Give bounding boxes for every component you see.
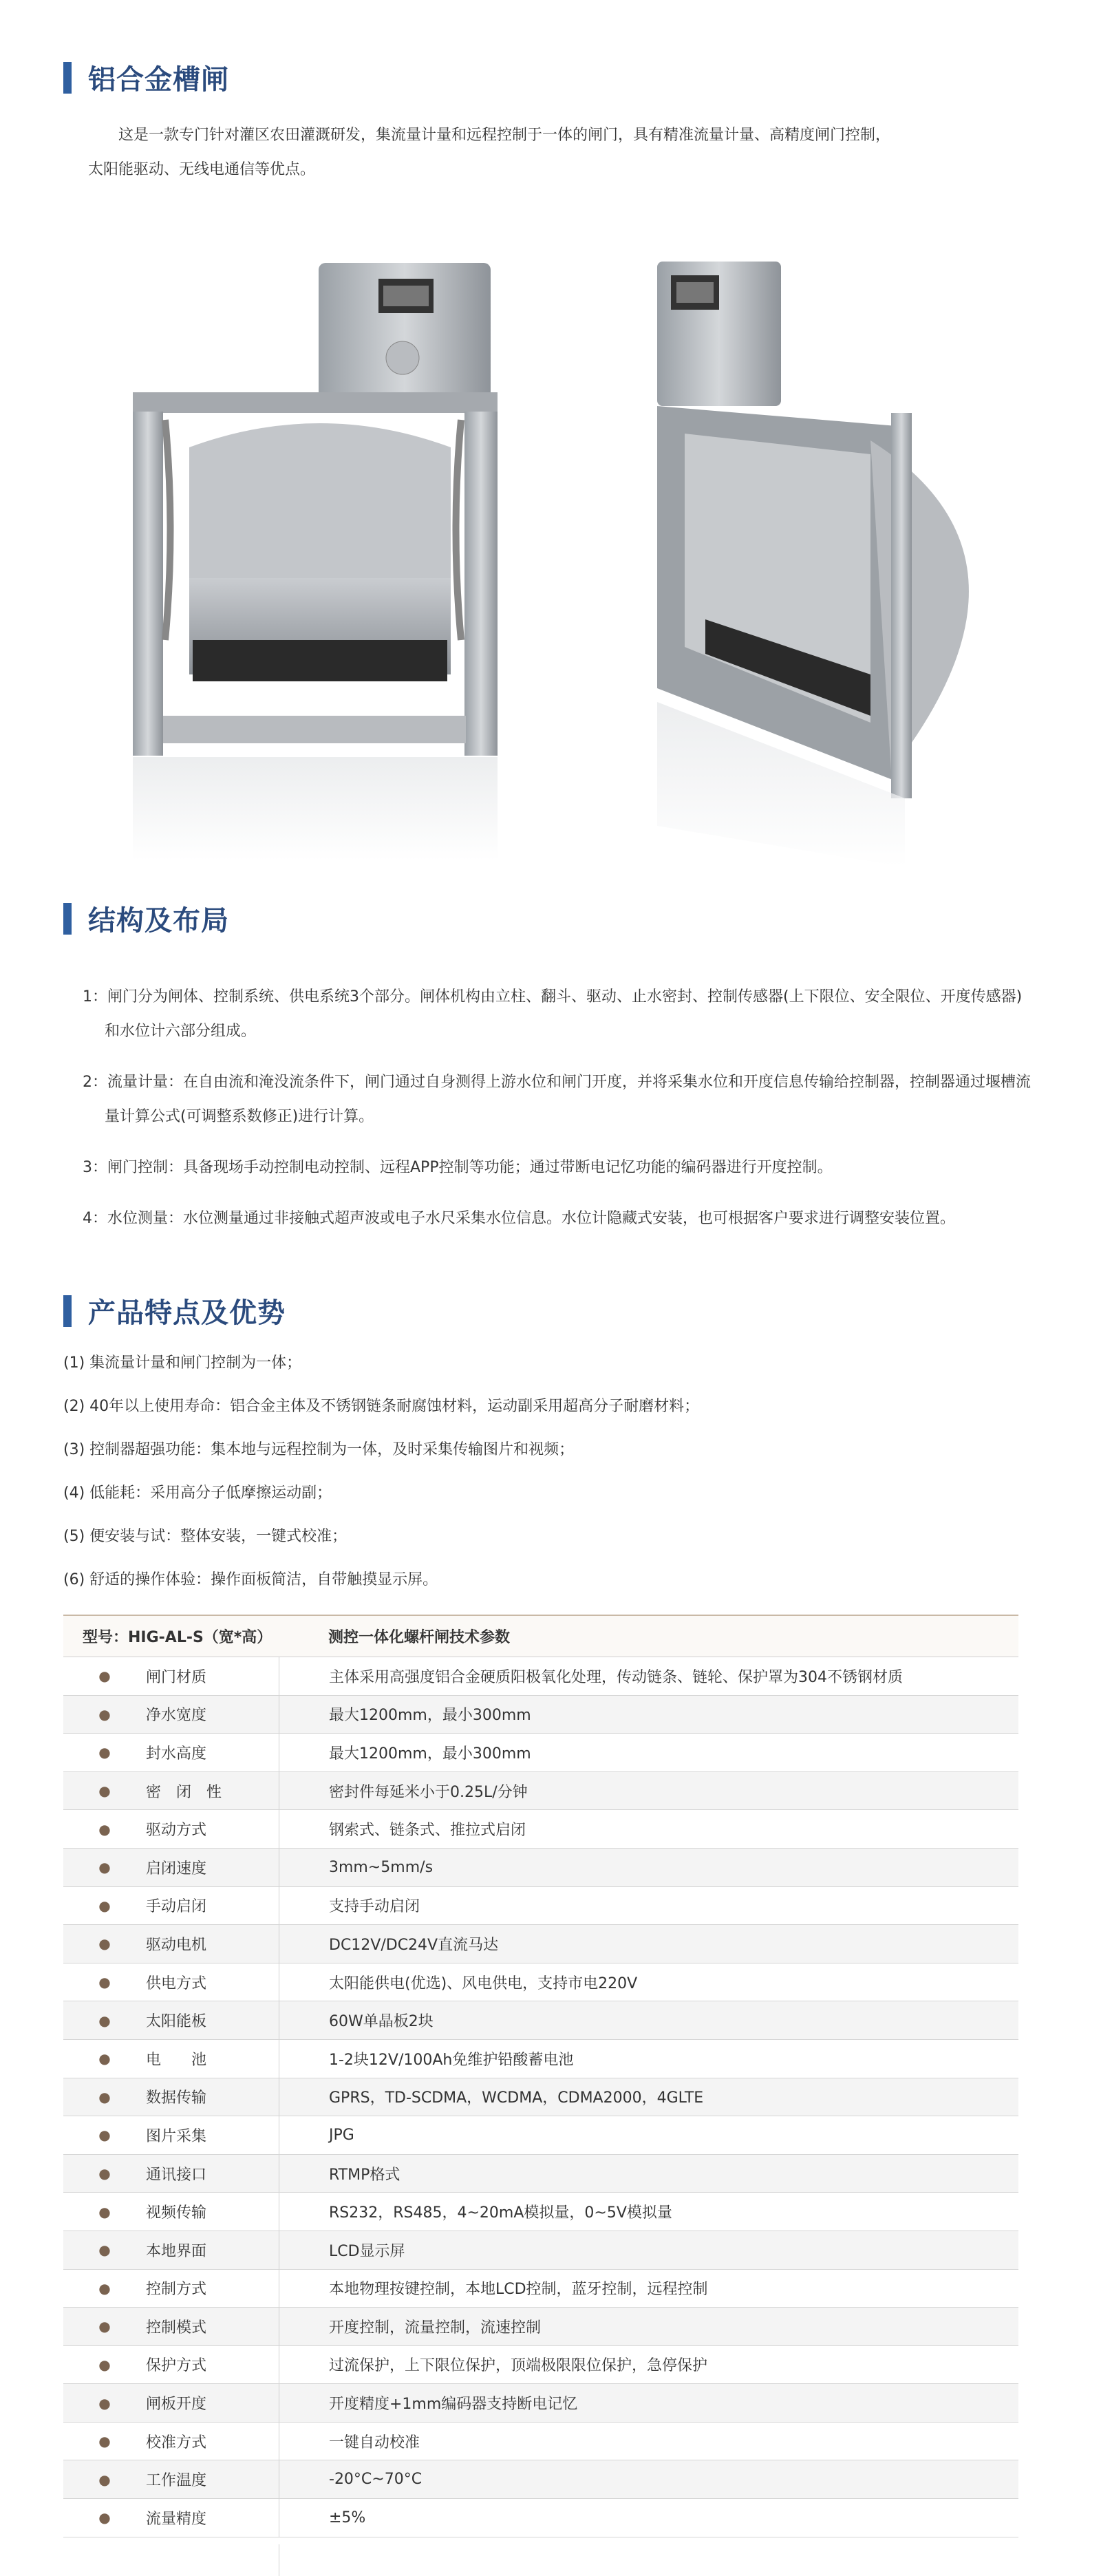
spec-row: [63, 1657, 1018, 1696]
spec-value: 本地物理按键控制，本地LCD控制，蓝牙控制，远程控制: [279, 2270, 708, 2308]
spec-value: 支持手动启闭: [279, 1887, 420, 1925]
spec-value: 主体采用高强度铝合金硬质阳极氧化处理，传动链条、链轮、保护罩为304不锈钢材质: [279, 1657, 903, 1695]
spec-label: 数据传输: [146, 2089, 207, 2107]
spec-row: [63, 2001, 1018, 2040]
spec-label: 图片采集: [146, 2127, 207, 2145]
spec-row: [63, 2155, 1018, 2193]
spec-value: -20°C~70°C: [279, 2460, 422, 2498]
feature-item: (3) 控制器超强功能：集本地与远程控制为一体，及时采集传输图片和视频；: [63, 1441, 575, 1458]
spec-value: 1-2块12V/100Ah免维护铅酸蓄电池: [279, 2040, 573, 2078]
spec-table-body: [63, 1657, 1018, 2537]
spec-value: 密封件每延米小于0.25L/分钟: [279, 1772, 528, 1810]
spec-label: 控制方式: [146, 2281, 207, 2299]
spec-row: [63, 1925, 1018, 1963]
feature-item: (6) 舒适的操作体验：操作面板简洁，自带触摸显示屏。: [63, 1571, 438, 1588]
feature-item: (5) 便安装与试：整体安装，一键式校准；: [63, 1528, 348, 1545]
bullet-icon: ●: [98, 2279, 111, 2297]
spec-label: 电 池: [146, 2051, 207, 2069]
spec-value: DC12V/DC24V直流马达: [279, 1925, 498, 1963]
spec-label: 密 闭 性: [146, 1783, 222, 1801]
spec-row: [63, 2078, 1018, 2117]
bullet-icon: ●: [98, 2242, 111, 2259]
spec-value: RTMP格式: [279, 2155, 400, 2193]
spec-value: LCD显示屏: [279, 2231, 405, 2269]
spec-row: [63, 2040, 1018, 2078]
gate-front-image: [127, 255, 513, 874]
spec-value: 开度精度+1mm编码器支持断电记忆: [279, 2384, 577, 2422]
spec-row: [63, 1963, 1018, 2002]
spec-label: 校准方式: [146, 2434, 207, 2451]
spec-value: 最大1200mm，最小300mm: [279, 1734, 531, 1771]
spec-row: [63, 2499, 1018, 2537]
bullet-icon: ●: [98, 2203, 111, 2220]
spec-label: 本地界面: [146, 2242, 207, 2260]
bullet-icon: ●: [98, 2394, 111, 2412]
spec-value: JPG: [279, 2116, 354, 2154]
spec-row: [63, 1772, 1018, 1811]
spec-label: 保护方式: [146, 2357, 207, 2375]
spec-value: 3mm~5mm/s: [279, 1849, 433, 1886]
spec-value: 60W单晶板2块: [279, 2001, 434, 2039]
section-title-text: 产品特点及优势: [88, 1297, 286, 1329]
spec-value: 过流保护，上下限位保护，顶端极限限位保护，急停保护: [279, 2346, 707, 2384]
bullet-icon: ●: [98, 1668, 111, 1685]
spec-row: [63, 1849, 1018, 1887]
spec-row: [63, 2270, 1018, 2308]
title-accent-bar: [63, 903, 72, 935]
bullet-icon: ●: [98, 1935, 111, 1952]
bullet-icon: ●: [98, 1897, 111, 1914]
section-title-text: 铝合金槽闸: [88, 64, 229, 96]
spec-label: 驱动方式: [146, 1822, 207, 1840]
spec-label: 手动启闭: [146, 1898, 207, 1916]
spec-value: GPRS，TD-SCDMA，WCDMA，CDMA2000，4GLTE: [279, 2078, 703, 2116]
section-title-structure: [63, 899, 229, 938]
features-list: [63, 1353, 1027, 1613]
spec-table-header: [63, 1615, 1018, 1657]
spec-label: 控制模式: [146, 2319, 207, 2337]
spec-label: 供电方式: [146, 1974, 207, 1992]
spec-row: [63, 2346, 1018, 2385]
spec-label: 启闭速度: [146, 1860, 207, 1877]
section-title-features: [63, 1291, 286, 1330]
structure-item: 4：水位测量：水位测量通过非接触式超声波或电子水尺采集水位信息。水位计隐藏式安装，也可根据客户要求进行调整安装位置。: [83, 1210, 956, 1227]
bullet-icon: ●: [98, 2012, 111, 2029]
bullet-icon: ●: [98, 2356, 111, 2373]
header-model: 型号：HIG-AL-S（宽*高）: [83, 1629, 272, 1646]
intro-paragraph: [88, 118, 1051, 187]
bullet-icon: ●: [98, 2088, 111, 2105]
spec-label: 太阳能板: [146, 2013, 207, 2031]
section-title-alloy-gate: [63, 58, 229, 97]
spec-value: 一键自动校准: [279, 2423, 420, 2460]
feature-item: (4) 低能耗：采用高分子低摩擦运动副；: [63, 1484, 332, 1502]
intro-line-1: 这是一款专门针对灌区农田灌溉研发，集流量计量和远程控制于一体的闸门，具有精准流量计量、高精度闸门控制，: [118, 127, 891, 144]
bullet-icon: ●: [98, 1744, 111, 1761]
spec-row: [63, 1810, 1018, 1849]
bullet-icon: ●: [98, 2509, 111, 2526]
bullet-icon: ●: [98, 2127, 111, 2144]
spec-label: 净水宽度: [146, 1707, 207, 1725]
spec-label: 闸门材质: [146, 1668, 207, 1686]
bullet-icon: ●: [98, 2471, 111, 2488]
bullet-icon: ●: [98, 1782, 111, 1800]
structure-item: 1：闸门分为闸体、控制系统、供电系统3个部分。闸体机构由立柱、翻斗、驱动、止水密封、控制传感器(上下限位、安全限位、开度传感器)和水位计六部分组成。: [83, 988, 1023, 1040]
title-accent-bar: [63, 1295, 72, 1327]
feature-item: (2) 40年以上使用寿命：铝合金主体及不锈钢链条耐腐蚀材料，运动副采用超高分子耐磨材料；: [63, 1398, 700, 1415]
spec-row: [63, 2384, 1018, 2423]
feature-item: (1) 集流量计量和闸门控制为一体；: [63, 1354, 302, 1372]
spec-row: [63, 1696, 1018, 1734]
spec-value: RS232，RS485，4~20mA模拟量，0~5V模拟量: [279, 2193, 672, 2231]
gate-side-image: [643, 248, 1029, 867]
spec-value: 钢索式、链条式、推拉式启闭: [279, 1810, 526, 1848]
spec-row: [63, 2116, 1018, 2155]
spec-row: [63, 1734, 1018, 1772]
spec-row: [63, 2231, 1018, 2270]
bullet-icon: ●: [98, 2318, 111, 2335]
spec-value: ±5%: [279, 2499, 365, 2537]
structure-list: [83, 980, 1032, 1253]
spec-label: 通讯接口: [146, 2166, 207, 2184]
section-title-text: 结构及布局: [88, 905, 229, 937]
spec-label: 封水高度: [146, 1745, 207, 1763]
spec-value: 开度控制，流量控制，流速控制: [279, 2308, 541, 2345]
spec-row: [63, 1887, 1018, 1926]
spec-label: 流量精度: [146, 2510, 207, 2528]
spec-row: [63, 2193, 1018, 2231]
bullet-icon: ●: [98, 1820, 111, 1838]
spec-label: 闸板开度: [146, 2396, 207, 2414]
bullet-icon: ●: [98, 1859, 111, 1876]
bullet-icon: ●: [98, 2165, 111, 2182]
spec-label: 驱动电机: [146, 1936, 207, 1954]
intro-line-2: 太阳能驱动、无线电通信等优点。: [88, 161, 316, 178]
spec-table: [63, 1615, 1018, 2537]
bullet-icon: ●: [98, 2433, 111, 2450]
bullet-icon: ●: [98, 1705, 111, 1723]
spec-row: [63, 2423, 1018, 2461]
bullet-icon: ●: [98, 1974, 111, 1991]
title-accent-bar: [63, 62, 72, 94]
structure-item: 3：闸门控制：具备现场手动控制电动控制、远程APP控制等功能；通过带断电记忆功能的编码器进行开度控制。: [83, 1159, 833, 1176]
spec-row: [63, 2460, 1018, 2499]
structure-item: 2：流量计量：在自由流和淹没流条件下，闸门通过自身测得上游水位和闸门开度，并将采集水位和开度信息传输给控制器，控制器通过堰槽流量计算公式(可调整系数修正)进行计算。: [83, 1074, 1031, 1125]
spec-row: [63, 2308, 1018, 2346]
bullet-icon: ●: [98, 2050, 111, 2067]
header-title: 测控一体化螺杆闸技术参数: [328, 1629, 511, 1646]
spec-label: 视频传输: [146, 2204, 207, 2222]
spec-value: 太阳能供电(优选)、风电供电，支持市电220V: [279, 1963, 637, 2001]
spec-value: 最大1200mm，最小300mm: [279, 1696, 531, 1734]
spec-label: 工作温度: [146, 2472, 207, 2490]
